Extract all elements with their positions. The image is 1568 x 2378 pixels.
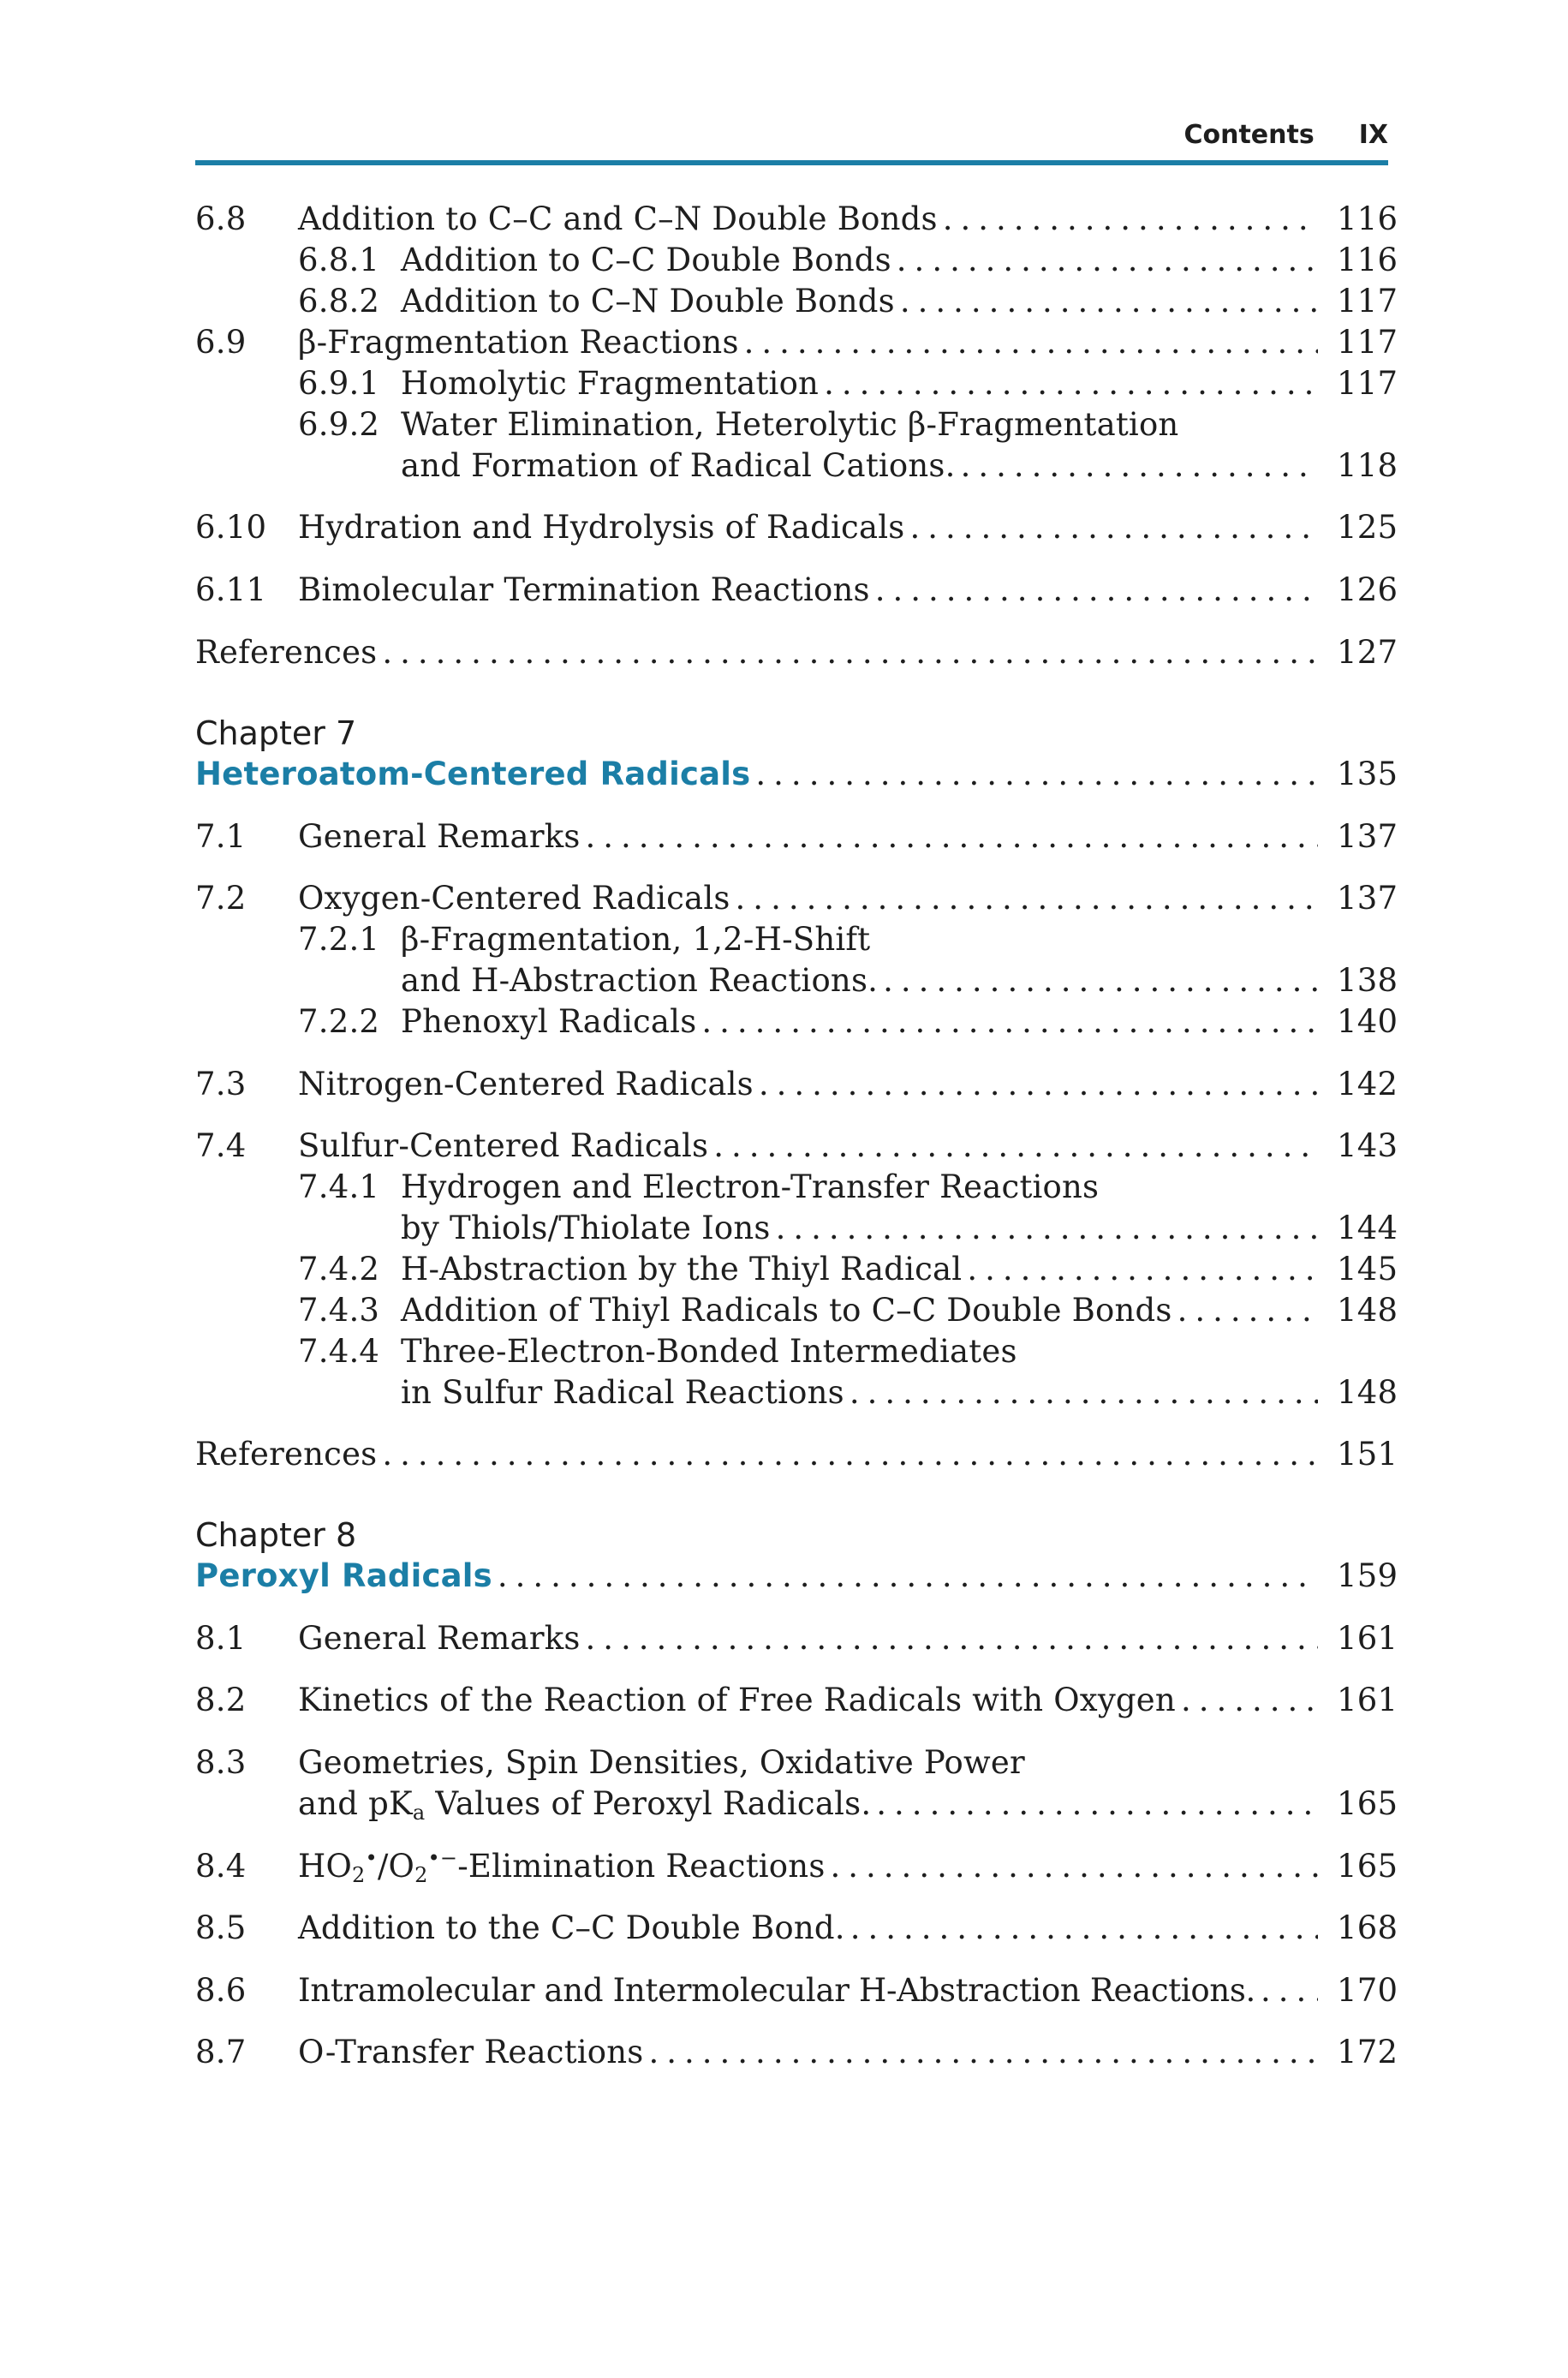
dot-leader <box>754 1064 1318 1105</box>
page-number: 138 <box>1337 962 1398 999</box>
section-title: Phenoxyl Radicals <box>401 1003 697 1040</box>
section-title: Nitrogen-Centered Radicals <box>298 1066 754 1102</box>
dot-leader <box>739 322 1318 363</box>
toc-entry[interactable] <box>195 1249 1398 1290</box>
toc-entry[interactable] <box>195 322 1398 363</box>
toc-entry[interactable] <box>195 2032 1398 2073</box>
section-title: Hydration and Hydrolysis of Radicals <box>298 509 905 546</box>
dot-leader <box>826 1846 1318 1887</box>
page-number: 170 <box>1337 1972 1398 2009</box>
section-number: 6.8.2 <box>298 283 380 320</box>
section-title: O-Transfer Reactions <box>298 2034 644 2070</box>
section-number: 6.8.1 <box>298 242 380 278</box>
page-number: 161 <box>1337 1682 1398 1718</box>
section-number: 7.2.1 <box>298 921 380 958</box>
section-number: 7.2.2 <box>298 1003 380 1040</box>
chapter-title: Heteroatom-Centered Radicals <box>195 756 751 792</box>
dot-leader <box>581 1618 1318 1659</box>
toc-entry[interactable] <box>195 1846 1398 1887</box>
section-title: Addition to C–C and C–N Double Bonds <box>298 200 938 237</box>
section-title: β-Fragmentation Reactions <box>298 324 739 361</box>
toc-entry[interactable] <box>195 1290 1398 1331</box>
page-number: 126 <box>1337 571 1398 608</box>
section-number: 7.3 <box>195 1066 247 1102</box>
dot-leader <box>870 570 1318 611</box>
page-number: 148 <box>1337 1292 1398 1329</box>
section-title: Bimolecular Termination Reactions <box>298 571 870 608</box>
dot-leader <box>938 199 1318 240</box>
dot-leader <box>643 2032 1318 2073</box>
dot-leader <box>1255 1970 1318 2011</box>
page-number: 148 <box>1337 1374 1398 1411</box>
section-title: Homolytic Fragmentation <box>401 365 820 402</box>
section-title: Addition to the C–C Double Bond. <box>298 1909 845 1946</box>
section-title: Intramolecular and Intermolecular H-Abstraction Reactions. <box>298 1972 1256 2009</box>
dot-leader <box>708 1126 1318 1167</box>
section-number: 8.6 <box>195 1972 247 2009</box>
toc-entry[interactable] <box>195 919 1398 1001</box>
section-title: Hydrogen and Electron-Transfer Reactions <box>401 1168 1100 1205</box>
dot-leader <box>1172 1290 1318 1331</box>
chapter-title: Peroxyl Radicals <box>195 1557 492 1594</box>
page-number: 140 <box>1337 1003 1398 1040</box>
section-title: Kinetics of the Reaction of Free Radicals with Oxygen <box>298 1682 1176 1718</box>
toc-entry[interactable] <box>195 281 1398 322</box>
toc-entry[interactable] <box>195 1618 1398 1659</box>
section-title-continued: and H-Abstraction Reactions. <box>401 962 879 999</box>
dot-leader <box>844 1372 1318 1413</box>
dot-leader <box>819 363 1318 404</box>
toc-entry[interactable] <box>195 570 1398 611</box>
section-number: 8.7 <box>195 2034 247 2070</box>
toc-entry[interactable] <box>195 1742 1398 1825</box>
page-number: 145 <box>1337 1251 1398 1288</box>
section-number: 7.1 <box>195 818 247 855</box>
section-number: 7.2 <box>195 880 247 917</box>
section-title: Water Elimination, Heterolytic β-Fragmentation <box>401 406 1179 443</box>
toc-entry[interactable] <box>195 1126 1398 1167</box>
dot-leader <box>696 1001 1318 1043</box>
dot-leader <box>845 1908 1318 1949</box>
dot-leader <box>750 754 1318 795</box>
section-title: Addition to C–C Double Bonds <box>401 242 891 278</box>
section-title: Geometries, Spin Densities, Oxidative Power <box>298 1744 1025 1781</box>
running-head-title: Contents <box>1183 120 1315 150</box>
page-number: 117 <box>1337 324 1398 361</box>
toc-entry[interactable] <box>195 1064 1398 1105</box>
references-title: References <box>195 1436 378 1473</box>
toc-entry[interactable] <box>195 1331 1398 1413</box>
section-number: 8.4 <box>195 1848 247 1885</box>
section-title-continued: and Formation of Radical Cations. <box>401 447 956 484</box>
toc-entry[interactable] <box>195 1167 1398 1249</box>
toc-entry[interactable] <box>195 404 1398 487</box>
section-title-continued: in Sulfur Radical Reactions <box>401 1374 844 1411</box>
running-head <box>195 120 1388 151</box>
page-number: 135 <box>1337 756 1398 792</box>
toc-entry[interactable] <box>195 199 1398 240</box>
page-number: 118 <box>1337 447 1398 484</box>
toc-entry[interactable] <box>195 1680 1398 1721</box>
page-number: 116 <box>1337 242 1398 278</box>
toc-entry[interactable] <box>195 507 1398 548</box>
dot-leader <box>581 816 1318 857</box>
page-number: 144 <box>1337 1210 1398 1246</box>
section-number: 7.4.2 <box>298 1251 380 1288</box>
page-number: 151 <box>1337 1436 1398 1473</box>
page-number: 116 <box>1337 200 1398 237</box>
toc-entry[interactable] <box>195 1970 1398 2011</box>
section-number: 8.2 <box>195 1682 247 1718</box>
page-number: 142 <box>1337 1066 1398 1102</box>
section-title: Oxygen-Centered Radicals <box>298 880 730 917</box>
page-number: 127 <box>1337 634 1398 671</box>
page-number: 165 <box>1337 1848 1398 1885</box>
references-title: References <box>195 634 378 671</box>
toc-entry[interactable] <box>195 878 1398 919</box>
section-number: 6.11 <box>195 571 267 608</box>
section-number: 8.1 <box>195 1620 247 1657</box>
section-title: General Remarks <box>298 1620 581 1657</box>
dot-leader <box>492 1556 1318 1597</box>
section-title: β-Fragmentation, 1,2-H-Shift <box>401 921 871 958</box>
section-number: 7.4.1 <box>298 1168 380 1205</box>
dot-leader <box>1176 1680 1318 1721</box>
toc-entry[interactable] <box>195 363 1398 404</box>
section-title: General Remarks <box>298 818 581 855</box>
dot-leader <box>878 960 1318 1001</box>
page-number: 137 <box>1337 818 1398 855</box>
dot-leader <box>895 281 1318 322</box>
section-title-continued: and $pK_a$ Values of Peroxyl Radicals. <box>298 1785 872 1825</box>
section-number: 6.10 <box>195 509 267 546</box>
page-number: 117 <box>1337 283 1398 320</box>
page-number: 143 <box>1337 1127 1398 1164</box>
dot-leader <box>904 507 1318 548</box>
dot-leader <box>871 1784 1318 1825</box>
toc-entry-references[interactable] <box>195 1434 1398 1475</box>
section-number: 6.9.2 <box>298 406 380 443</box>
toc-entry[interactable] <box>195 1908 1398 1949</box>
header-rule <box>195 160 1388 165</box>
section-title: $HO_2^•/O_2^{•-}$-Elimination Reactions <box>298 1846 826 1887</box>
section-number: 6.8 <box>195 200 247 237</box>
section-number: 7.4.3 <box>298 1292 380 1329</box>
toc-entry[interactable] <box>195 816 1398 857</box>
section-number: 8.3 <box>195 1744 247 1781</box>
toc-entry-chapter[interactable] <box>195 754 1398 795</box>
dot-leader <box>956 445 1318 487</box>
page-number: 117 <box>1337 365 1398 402</box>
section-number: 6.9.1 <box>298 365 380 402</box>
section-title-continued: by Thiols/Thiolate Ions <box>401 1210 771 1246</box>
chapter-label: Chapter 7 <box>195 714 357 752</box>
running-head-page-number: IX <box>1358 120 1388 150</box>
section-number: 6.9 <box>195 324 247 361</box>
dot-leader <box>377 632 1318 673</box>
page-number: 172 <box>1337 2034 1398 2070</box>
dot-leader <box>730 878 1318 919</box>
toc-entry[interactable] <box>195 240 1398 281</box>
section-title: Addition to C–N Double Bonds <box>401 283 895 320</box>
section-title: Addition of Thiyl Radicals to C–C Double Bonds <box>401 1292 1172 1329</box>
page-number: 168 <box>1337 1909 1398 1946</box>
page-number: 125 <box>1337 509 1398 546</box>
page-number: 161 <box>1337 1620 1398 1657</box>
dot-leader <box>771 1208 1318 1249</box>
dot-leader <box>962 1249 1318 1290</box>
chapter-label: Chapter 8 <box>195 1516 357 1554</box>
page-number: 137 <box>1337 880 1398 917</box>
dot-leader <box>891 240 1318 281</box>
section-title: H-Abstraction by the Thiyl Radical <box>401 1251 963 1288</box>
section-number: 8.5 <box>195 1909 247 1946</box>
section-number: 7.4.4 <box>298 1333 380 1370</box>
page-number: 159 <box>1337 1557 1398 1594</box>
toc-entry[interactable] <box>195 1001 1398 1043</box>
dot-leader <box>377 1434 1318 1475</box>
section-title: Sulfur-Centered Radicals <box>298 1127 709 1164</box>
section-number: 7.4 <box>195 1127 247 1164</box>
section-title: Three-Electron-Bonded Intermediates <box>401 1333 1017 1370</box>
toc-entry-chapter[interactable] <box>195 1556 1398 1597</box>
page-number: 165 <box>1337 1785 1398 1822</box>
toc-entry-references[interactable] <box>195 632 1398 673</box>
